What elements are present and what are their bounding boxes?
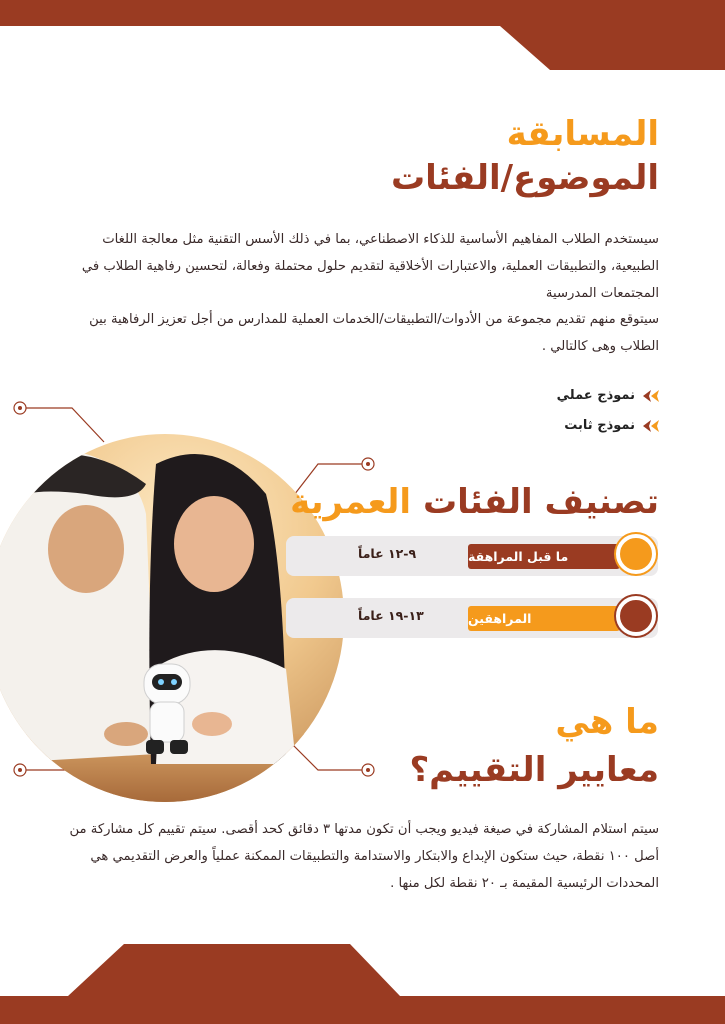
top-decorative-band: [0, 0, 725, 70]
criteria-paragraph: سيتم استلام المشاركة في صيغة فيديو ويجب أن تكون مدتها ٣ دقائق كحد أقصى. سيتم تقييم كل مشاركة من أصل ١٠٠ نقطة، حيث ستكون الإبداع والابتكار والاستدامة والتطبيقات الممكنة عملياً والعرض التقديمي هي المحددات الرئيسية المقيمة بـ ٢٠ نقطة لكل منها .: [69, 822, 659, 891]
age-range: ١٣-١٩ عاماً: [358, 608, 424, 623]
criteria-title-line2: معايير التقييم؟: [409, 750, 659, 790]
double-chevron-left-icon: [643, 420, 659, 432]
intro-paragraph-1: سيستخدم الطلاب المفاهيم الأساسية للذكاء الاصطناعي، بما في ذلك الأسس التقنية مثل معالجة اللغات الطبيعية، والتطبيقات العملية، والاعتبارات الأخلاقية لتقديم حلول محتملة وفعالة، لتحسين رفاهية الطلاب في المجتمعات المدرسية: [81, 232, 659, 301]
bottom-decorative-band: [0, 944, 725, 1024]
age-group-label: ما قبل المراهقة: [468, 544, 620, 569]
age-group-label: المراهقين: [468, 606, 620, 631]
age-group-circle-icon: [616, 534, 656, 574]
age-classification-title: [290, 478, 659, 526]
age-title-part1: تصنيف الفئات: [422, 482, 659, 522]
criteria-title-line1: ما هي: [555, 702, 659, 742]
model-item-practical: [557, 388, 659, 403]
age-range: ٩-١٢ عاماً: [358, 546, 417, 561]
double-chevron-left-icon: [643, 390, 659, 402]
model-label: نموذج ثابت: [564, 418, 635, 433]
age-group-pre-teen: [286, 536, 658, 576]
competition-title: المسابقة: [506, 114, 659, 154]
model-item-static: [564, 418, 659, 433]
age-title-part2: العمرية: [290, 482, 412, 522]
model-label: نموذج عملي: [556, 388, 635, 403]
age-group-teens: [286, 598, 658, 638]
topic-categories-title: الموضوع/الفئات: [390, 158, 659, 198]
age-group-circle-icon: [616, 596, 656, 636]
intro-paragraph-2: سيتوقع منهم تقديم مجموعة من الأدوات/التطبيقات/الخدمات العملية للمدارس من أجل تعزيز الرفاهية بين الطلاب وهى كالتالي .: [89, 312, 659, 354]
